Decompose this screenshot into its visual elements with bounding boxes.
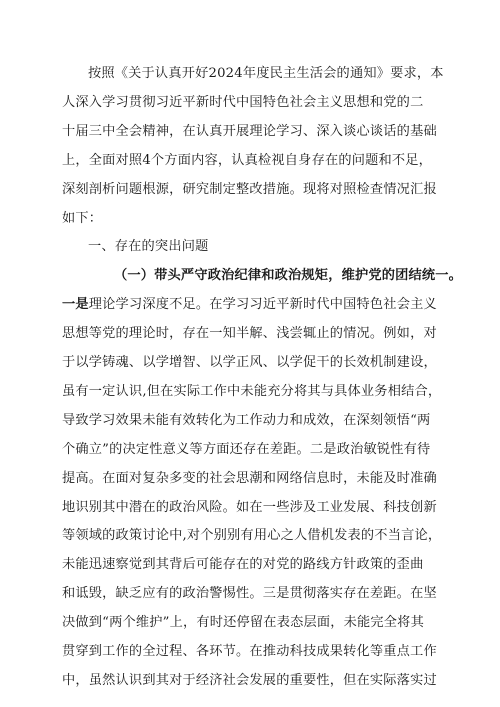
line-text: 于以学铸魂、以学增智、以学正风、以学促干的长效机制建设，: [62, 355, 437, 370]
text-line: [62, 150, 442, 172]
line-text: 未能迅速察觉到其背后可能存在的对党的路线方针政策的歪曲: [62, 557, 424, 573]
lead-label: 一是: [62, 297, 89, 313]
line-text: 深刻剖析问题根源，研究制定整改措施。现将对照检查情况汇报: [62, 181, 437, 197]
line-text: 决做到“两个维护”上，有时还停留在表态层面，未能完全将其: [62, 615, 424, 631]
line-text: 和诋毁，缺乏应有的政治警惕性。三是贯彻落实存在差距。在坚: [62, 586, 437, 602]
section-heading: [88, 236, 442, 258]
line-text: 理论学习深度不足。在学习习近平新时代中国特色社会主义: [88, 297, 437, 313]
text-line: [62, 179, 442, 201]
line-text: 十届三中全会精神，在认真开展理论学习、深入谈心谈话的基础: [62, 123, 437, 139]
line-text: 贯穿到工作的全过程、各环节。在推动科技成果转化等重点工作: [62, 644, 437, 659]
line-text: 导致学习效果未能有效转化为工作动力和成效，在深刻领悟“两: [62, 412, 431, 428]
line-text: 提高。在面对复杂多变的社会思潮和网络信息时，未能及时准确: [62, 470, 437, 486]
text-line: [88, 63, 442, 85]
line-text: 人深入学习贯彻习近平新时代中国特色社会主义思想和党的二: [62, 94, 424, 110]
subsection-heading: [114, 265, 463, 287]
text-line: [62, 294, 442, 316]
text-line: [62, 670, 442, 692]
text-line: [62, 583, 442, 605]
text-line: [62, 497, 442, 519]
line-text: （一）带头严守政治纪律和政治规矩，维护党的团结统一。: [114, 268, 463, 284]
text-line: [62, 410, 442, 432]
text-line: [62, 612, 442, 634]
text-line: [62, 439, 442, 461]
text-line: [62, 208, 442, 230]
line-text: 一、存在的突出问题: [88, 239, 209, 255]
text-line: [62, 554, 442, 576]
line-text: 如下：: [62, 210, 103, 226]
line-text: 虽有一定认识,但在实际工作中未能充分将其与具体业务相结合，: [62, 383, 442, 399]
text-line: [62, 525, 442, 547]
text-line: [62, 468, 442, 490]
line-text: 中，虽然认识到其对于经济社会发展的重要性，但在实际落实过: [62, 672, 437, 688]
line-text: 按照《关于认真开好2024年度民主生活会的通知》要求，本: [88, 66, 444, 81]
line-text: 个确立”的决定性意义等方面还存在差距。二是政治敏锐性有待: [62, 441, 431, 457]
text-line: [62, 352, 442, 374]
text-line: [62, 323, 442, 345]
text-line: [62, 381, 442, 403]
line-text: 等领域的政策讨论中,对个别别有用心之人借机发表的不当言论，: [62, 528, 442, 544]
text-line: [62, 641, 442, 663]
line-text: 思想等党的理论时，存在一知半解、浅尝辄止的情况。例如，对: [62, 326, 437, 342]
text-line: [62, 121, 442, 143]
line-text: 地识别其中潜在的政治风险。如在一些涉及工业发展、科技创新: [62, 499, 437, 515]
text-line: [62, 92, 442, 114]
line-text: 上，全面对照4个方面内容，认真检视自身存在的问题和不足，: [62, 152, 433, 168]
